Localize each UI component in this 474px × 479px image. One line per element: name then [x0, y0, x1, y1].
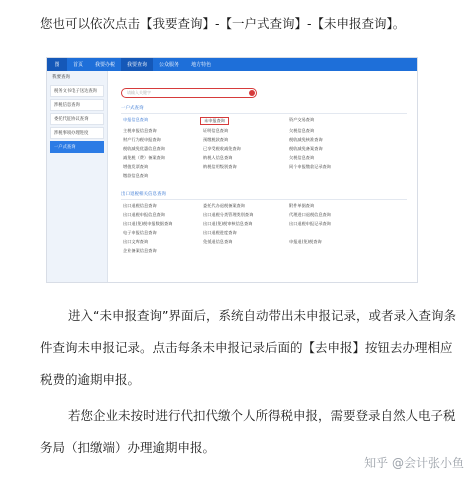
query-link[interactable]: 欠税信息查询	[289, 155, 315, 160]
query-link[interactable]: 出口退税分类管理类别查询	[203, 212, 254, 217]
search-icon[interactable]	[249, 90, 255, 96]
sidebar-title: 我要查询	[52, 75, 70, 80]
query-link[interactable]: 减免税（费）备案查询	[123, 155, 165, 160]
query-link[interactable]: 代理进口退税信息查询	[289, 212, 331, 217]
nav-item[interactable]: 我要查询	[121, 58, 153, 71]
section-title-one-household: 一户式查询	[121, 106, 144, 111]
query-link[interactable]: 委托代办退税备案查询	[203, 203, 245, 208]
query-link	[203, 173, 289, 179]
query-link[interactable]: 未申报查询	[200, 117, 229, 125]
query-link[interactable]: 出口退(免)税审核信息查询	[203, 221, 253, 226]
query-link[interactable]: 同个申报缴款记录查询	[289, 164, 331, 169]
query-link[interactable]: 欠税信息查询	[289, 128, 315, 133]
query-link[interactable]: 出口退税进度查询	[203, 230, 237, 235]
query-link[interactable]: 已享受税收减免查询	[203, 146, 241, 151]
watermark: 知乎 @会计张小鱼	[364, 456, 464, 470]
query-link[interactable]: 申报退(免)税查询	[289, 239, 322, 244]
query-link[interactable]: 资产交易查询	[289, 117, 315, 122]
query-link[interactable]: 出口退税信息查询	[123, 203, 157, 208]
section1-grid	[123, 117, 369, 179]
sidebar-item[interactable]: 涉税事项办理进度	[50, 127, 104, 139]
query-link[interactable]: 财产行为税申报查询	[123, 137, 161, 142]
site-logo: 图	[47, 58, 67, 71]
nav-item[interactable]: 我要办税	[95, 62, 116, 68]
divider	[121, 199, 407, 200]
divider	[121, 113, 407, 114]
section-title-export-refund: 出口退税相关信息查询	[121, 192, 166, 197]
main-panel	[109, 71, 417, 282]
sidebar-item[interactable]: 税务文书电子送达查询	[50, 85, 104, 97]
query-link[interactable]: 出口退税申报记录查询	[289, 221, 331, 226]
query-link[interactable]: 申报信息查询	[123, 117, 149, 122]
query-link[interactable]: 电子申报信息查询	[123, 230, 157, 235]
query-link[interactable]: 证明信息查询	[203, 128, 229, 133]
query-link[interactable]: 纳税人信息查询	[203, 155, 233, 160]
query-link[interactable]: 免抵退信息查询	[203, 239, 233, 244]
query-link[interactable]: 企业备案信息查询	[123, 248, 157, 253]
nav-item[interactable]: 首页	[73, 62, 84, 68]
intro-text: 您也可以依次点击【我要查询】-【一户式查询】-【未申报查询】。	[40, 16, 406, 31]
tax-site-screenshot	[46, 57, 418, 283]
query-link[interactable]: 缴款信息查询	[123, 173, 149, 178]
nav-item[interactable]: 公众服务	[159, 62, 180, 68]
nav-item[interactable]: 地方特色	[191, 62, 212, 68]
query-link[interactable]: 出口退(免)税申报数据查询	[123, 221, 173, 226]
top-nav	[47, 58, 417, 71]
query-link[interactable]: 增值发票查询	[123, 164, 149, 169]
query-link[interactable]: 税收减免核准查询	[289, 137, 323, 142]
query-link[interactable]: 出口文库查询	[123, 239, 149, 244]
sidebar-item[interactable]: 涉税信息查询	[50, 99, 104, 111]
paragraph-2: 进入“未申报查询”界面后，系统自动带出未申报记录，或者录入查询条件查询未申报记录。点击每条未申报记录后面的【去申报】按钮去办理相应税费的逾期申报。	[40, 308, 456, 387]
query-link[interactable]: 出口退税申报信息查询	[123, 212, 165, 217]
search-placeholder: 请输入关键字	[127, 90, 151, 95]
query-link[interactable]: 纳税信用级别查询	[203, 164, 237, 169]
sidebar	[47, 71, 108, 282]
section2-grid	[123, 203, 369, 254]
query-link	[289, 248, 369, 254]
query-link[interactable]: 税收减免备案查询	[289, 146, 323, 151]
query-link[interactable]: 预缴税款查询	[203, 137, 229, 142]
query-link	[289, 230, 369, 236]
paragraph-3: 若您企业未按时进行代扣代缴个人所得税申报，需要登录自然人电子税务局（扣缴端）办理逾期申报。	[40, 408, 456, 455]
query-link	[203, 248, 289, 254]
query-link[interactable]: 主税申报信息查询	[123, 128, 157, 133]
query-link	[289, 173, 369, 179]
query-link[interactable]: 附件单据查询	[289, 203, 315, 208]
search-input[interactable]	[121, 88, 257, 98]
query-link[interactable]: 税收减免优惠信息查询	[123, 146, 165, 151]
sidebar-item[interactable]: 一户式查询	[50, 141, 104, 153]
sidebar-item[interactable]: 委托代征协议查询	[50, 113, 104, 125]
